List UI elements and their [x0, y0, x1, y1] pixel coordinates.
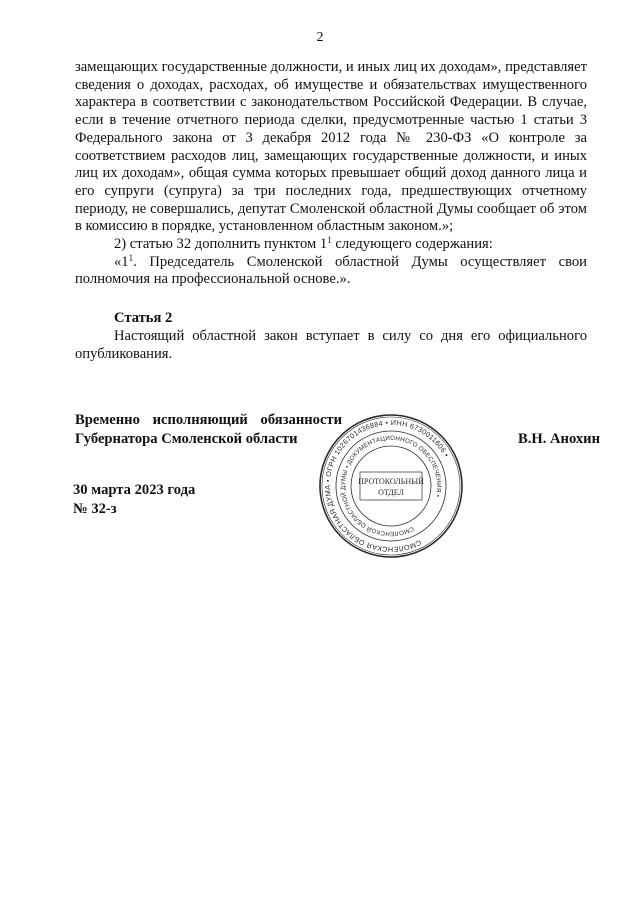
- stamp-center-line2: ОТДЕЛ: [378, 488, 404, 497]
- law-date: 30 марта 2023 года: [73, 482, 196, 498]
- stamp-outer-ring: [318, 413, 464, 559]
- signatory-name: В.Н. Анохин: [517, 431, 600, 447]
- paragraph-item-2-text-b: следующего содержания:: [331, 236, 493, 253]
- paragraph-new-point-text-a: «1: [114, 253, 129, 270]
- article-text: Настоящий областной закон вступает в силу со дня его официального опубликования.: [75, 327, 587, 362]
- stamp-center-line1: ПРОТОКОЛЬНЫЙ: [358, 477, 424, 486]
- paragraph-item-2-superscript: 1: [327, 235, 332, 246]
- stamp-inner-ring: [337, 432, 445, 540]
- stamp-inner-textpath: СМОЛЕНСКОЙ ОБЛАСТНОЙ ДУМЫ • ДОКУМЕНТАЦИОННОГО ОБЕСПЕЧЕНИЯ •: [339, 434, 443, 538]
- paragraph-new-point-text-b: . Председатель Смоленской областной Думы осуществляет свои полномочия на профессиональной основе.».: [75, 253, 587, 288]
- stamp-outer-textpath: СМОЛЕНСКАЯ ОБЛАСТНАЯ ДУМА • ОГРН 1026701436884 • ИНН 6730011606 •: [322, 417, 452, 555]
- paragraph-item-2: [75, 236, 587, 254]
- stamp-middle-ring: [318, 413, 464, 559]
- signatory-title-line2: Губернатора Смоленской области: [75, 431, 298, 447]
- paragraph-new-point-superscript: 1: [128, 252, 134, 263]
- document-body: [75, 59, 587, 363]
- law-number: № 32-з: [73, 501, 117, 517]
- paragraph-new-point: [75, 254, 587, 289]
- stamp-outer-ring-thin: [318, 413, 464, 559]
- stamp-outer-text: [318, 413, 464, 559]
- signatory-title: [75, 411, 342, 449]
- law-date-number: [73, 481, 195, 519]
- paragraph-item-2-text-a: 2) статью 32 дополнить пунктом 1: [114, 236, 328, 253]
- signatory-title-line1: Временно исполняющий обязанности: [75, 412, 342, 428]
- page-number: 2: [316, 30, 324, 45]
- official-stamp: [318, 413, 464, 559]
- article-heading: Статья 2: [114, 310, 173, 327]
- paragraph-continuation: замещающих государственные должности, и иных лиц их доходам», представляет сведения о доходах, расходах, об имуществе и обязательствах имущественного характера в соответствии с законодательством Российской Федерации. В случае, если в течение отчетного периода сделки, предусмотренные частью 1 статьи 3 Федерального закона от 3 декабря 2012 года № 230-ФЗ «О контроле за соответствием расходов лиц, замещающих государственные должности, и иных лиц их доходам», общая сумма которых превышает общий доход данного лица и его супруги (супруга) за три последних года, предшествующих отчетному периоду, не совершались, депутат Смоленской областной Думы сообщает об этом в комиссию в порядке, установленном областным законом.»;: [75, 59, 587, 235]
- stamp-inner-text: [322, 417, 460, 555]
